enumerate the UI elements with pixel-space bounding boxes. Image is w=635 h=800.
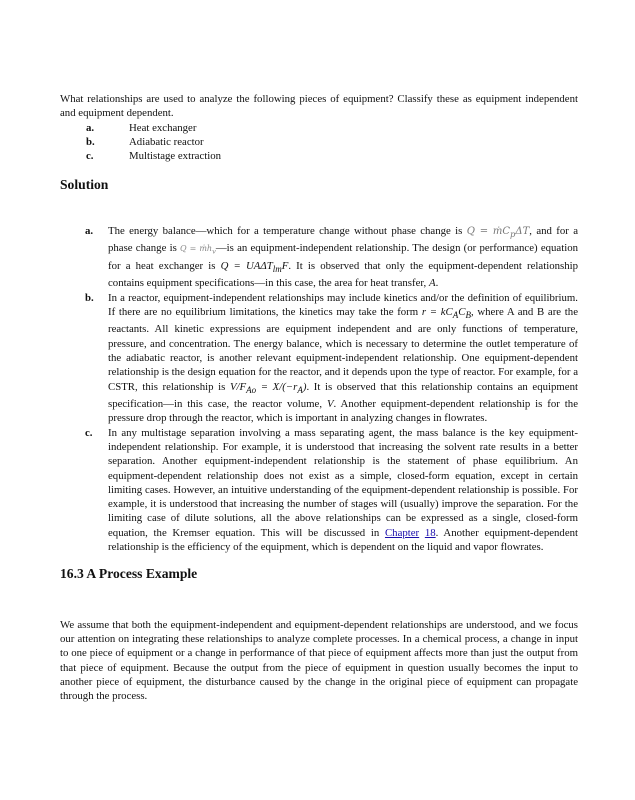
formula-heat-exchanger: $Q = UA\Delta T_{lm}F$ [220,259,289,275]
solution-text: . It is observed that only the equipment-dependent relationship contains equipment specifications—in this case, the area for heat transfer, [108,259,579,290]
solution-list [60,224,578,555]
section-paragraph: We assume that both the equipment-independent and equipment-dependent relationships are understood, and we focus our attention on integrating these relationships to analyze complete processes. In a chemical process, a change in input to one piece of equipment or a change in performance of that piece of equipment affects more than just the output from that piece of equipment. Because the output from the piece of equipment in question usually becomes the input to another piece of equipment, the disturbance caused by the change in the original piece of equipment can propagate through the process. [60,618,578,703]
question-item-text: Adiabatic reactor [129,135,204,148]
question-item-label: c. [86,150,94,163]
question-item-label: a. [86,121,95,134]
solution-text: . It is observed that this relationship contains an equipment specification—in this case, the reactor volume, [108,380,578,411]
variable-volume: V [326,398,334,411]
question-item-text: Heat exchanger [129,121,197,134]
solution-item-label: b. [85,291,94,304]
document-page [60,92,578,703]
formula-cstr: $V/F_{Ao} = X/(-r_A)$ [229,380,307,395]
variable-area: A [428,277,436,290]
question-text: What relationships are used to analyze the following pieces of equipment? Classify these as equipment independent and equipment dependent. [60,93,578,120]
solution-text: , and for a phase change is [108,224,578,255]
solution-text: —is an equipment-independent relationship. The design (or performance) equation for a heat exchanger is [108,242,578,272]
solution-text: The energy balance—which for a temperature change without phase change is [108,224,467,237]
solution-item-a [60,224,578,291]
solution-text: . Another equipment-dependent relationship is for the pressure drop through the reactor, which is important in analyzing changes in flowrates. [108,398,578,425]
solution-text: In any multistage separation involving a mass separating agent, the mass balance is the key equipment-independent relationship. For example, it is understood that increasing the solvent rate results in a better separation. Another equipment-independent relationship is the statement of phase equilibrium. An equipment-dependent relationship does not exist as a simple, closed-form equation, except in certain limiting cases. However, an intuitive understanding of the equipment-dependent relationship is possible. For example, it is understood that increasing the number of stages will (usually) improve the separation. For the limiting case of dilute solutions, all the above relationships can be expressed as a single, closed-form equation, the Kremser equation. This will be discussed in [108,426,578,539]
solution-item-label: a. [85,224,94,237]
formula-latent-heat: Q = ṁh$_v$ [179,244,216,256]
chapter-link[interactable]: Chapter [384,526,420,539]
question-item [60,149,578,163]
solution-item-c [60,426,578,555]
solution-text: , where A and B are the reactants. All kinetic expressions are equipment independent and are only functions of temperature, pressure, and concentration. The energy balance, which is necessary to determine the outlet temperature of the adiabatic reactor, is another relevant equipment-independent relationship. One equipment-dependent relationship is the design equation for the reactor, and it depends upon the type of reactor. For example, for a CSTR, this relationship is [108,306,578,393]
chapter-number-link[interactable]: 18 [424,526,436,539]
question-item-text: Multistage extraction [129,150,222,163]
question-item [60,135,578,149]
solution-text: . [435,277,439,290]
question-item-list [60,121,578,164]
solution-heading: Solution [60,177,109,193]
solution-item-b [60,291,578,426]
solution-text: . Another equipment-dependent relationship is the efficiency of the equipment, which is dependent on the liquid and vapor flowrates. [108,526,579,554]
section-heading: 16.3 A Process Example [60,566,198,582]
formula-kinetics: $r = kC_AC_B$ [421,306,471,321]
solution-text: In a reactor, equipment-independent relationships may include kinetics and/or the definition of equilibrium. If there are no equilibrium limitations, the kinetics may take the form [108,291,578,319]
question-item-label: b. [86,135,95,148]
formula-sensible-heat: Q = ṁC$_p$ΔT [466,225,530,239]
solution-item-label: c. [85,426,93,439]
question-item [60,121,578,135]
